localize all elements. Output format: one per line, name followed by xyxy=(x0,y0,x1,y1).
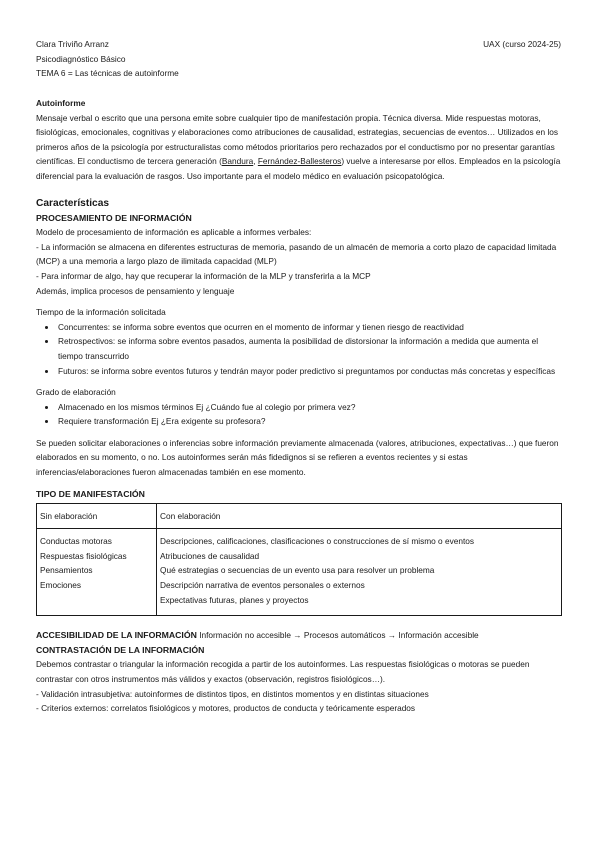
table-item: Emociones xyxy=(40,580,82,591)
contrastacion-line: - Criterios externos: correlatos fisiológicos y motores, productos de conducta y teóricamente esperados xyxy=(36,703,416,714)
table-item: Descripciones, calificaciones, clasificaciones o construcciones de sí mismo o eventos xyxy=(160,536,475,547)
document-header xyxy=(36,37,561,81)
manifestacion-table xyxy=(36,503,562,616)
grado-title: Grado de elaboración xyxy=(36,387,116,398)
reference-fernandez-ballesteros: Fernández-Ballesteros xyxy=(257,156,342,167)
grado-bullet: Requiere transformación Ej ¿Era exigente su profesora? xyxy=(36,414,562,429)
autoinforme-paragraph xyxy=(36,111,562,184)
tiempo-bullet: Futuros: se informa sobre eventos futuros y tendrán mayor poder predictivo si preguntamos por conductas más concretas y específicas xyxy=(36,364,562,379)
reference-separator: , xyxy=(253,156,258,167)
autoinforme-text-2: ) vuelve a interesarse por ellos. Empleados en la psicología diferencial para la evaluación de rasgos. Uso importante para el modelo médico en evaluación psicopatológica. xyxy=(36,156,561,181)
table-header-con-elaboracion: Con elaboración xyxy=(157,504,562,529)
topic-label: TEMA 6 = Las técnicas de autoinforme xyxy=(36,68,179,79)
table-header-row xyxy=(37,504,562,529)
contrastacion-line: Debemos contrastar o triangular la información recogida a partir de los autoinformes. Las respuestas fisiológicas o motoras se pueden contrastar con otros instrumentos más válidos y exactos (observación, registros fisiológicos…). xyxy=(36,659,530,684)
table-row xyxy=(37,529,562,616)
procesamiento-line: Modelo de procesamiento de información es aplicable a informes verbales: xyxy=(36,227,312,238)
procesamiento-line: Además, implica procesos de pensamiento y lenguaje xyxy=(36,285,235,296)
tiempo-title: Tiempo de la información solicitada xyxy=(36,307,166,318)
table-item: Respuestas fisiológicas xyxy=(40,550,127,561)
tiempo-bullet: Retrospectivos: se informa sobre eventos pasados, aumenta la posibilidad de distorsionar la información a medida que aumenta el tiempo transcurrido xyxy=(36,334,562,363)
grado-bullet: Almacenado en los mismos términos Ej ¿Cuándo fue al colegio por primera vez? xyxy=(36,400,562,415)
subsection-title-tipo: TIPO DE MANIFESTACIÓN xyxy=(36,488,145,499)
section-title-autoinforme: Autoinforme xyxy=(36,98,86,108)
accesibilidad-line xyxy=(36,628,562,643)
subsection-title-accesibilidad: ACCESIBILIDAD DE LA INFORMACIÓN xyxy=(36,630,197,641)
subject-label: Psicodiagnóstico Básico xyxy=(36,53,126,64)
grado-paragraph: Se pueden solicitar elaboraciones o inferencias sobre información previamente almacenada (valores, atribuciones, expectativas…) que fueron elaborados en su momento, o no. Los autoinformes serán más fidedignos si se refieren a eventos recientes y si estas inferencias/elaboraciones fueron almacenadas también en ese momento. xyxy=(36,437,559,478)
subsection-title-procesamiento: PROCESAMIENTO DE INFORMACIÓN xyxy=(36,212,192,223)
procesamiento-line: - Para informar de algo, hay que recuperar la información de la MLP y transferirla a la MCP xyxy=(36,270,371,281)
procesamiento-line: - La información se almacena en diferentes estructuras de memoria, pasando de un almacén de memoria a corto plazo de capacidad limitada (MCP) a una memoria a largo plazo de ilimitada capacidad (MLP) xyxy=(36,241,557,267)
section-title-caracteristicas: Características xyxy=(36,197,110,209)
table-item: Qué estrategias o secuencias de un evento usa para resolver un problema xyxy=(160,565,435,576)
tiempo-bullet: Concurrentes: se informa sobre eventos que ocurren en el momento de informar y tienen riesgo de reactividad xyxy=(36,320,562,335)
author-name: Clara Triviño Arranz xyxy=(36,39,109,49)
table-cell-con-elaboracion xyxy=(157,529,562,616)
accesibilidad-text: Información no accesible → Procesos automáticos → Información accesible xyxy=(196,630,479,641)
subsection-title-contrastacion: CONTRASTACIÓN DE LA INFORMACIÓN xyxy=(36,644,205,655)
table-item: Descripción narrativa de eventos personales o externos xyxy=(160,580,365,591)
contrastacion-line: - Validación intrasubjetiva: autoinformes de distintos tipos, en distintos momentos y en distintas situaciones xyxy=(36,688,429,699)
autoinforme-text-1: Mensaje verbal o escrito que una persona emite sobre cualquier tipo de manifestación propia. Técnica diversa. Mide respuestas motoras, fisiológicas, emocionales, cognitivas y elaboraciones como atribuciones de causalidad, estrategias, secuencias de eventos… Utilizados en los primeros años de la psicología por estructuralistas como métodos prioritarios pero rechazados por el conductismo por no presentar garantías científicas. El conductismo de tercera generación ( xyxy=(36,112,559,167)
course-label: UAX (curso 2024-25) xyxy=(483,39,561,49)
table-item: Pensamientos xyxy=(40,565,93,576)
table-item: Atribuciones de causalidad xyxy=(160,550,260,561)
header-row xyxy=(36,37,561,52)
table-item: Expectativas futuras, planes y proyectos xyxy=(160,594,309,605)
table-cell-sin-elaboracion xyxy=(37,529,157,616)
reference-bandura: Bandura xyxy=(221,156,254,167)
table-item: Conductas motoras xyxy=(40,536,112,547)
document-body xyxy=(36,96,562,716)
table-header-sin-elaboracion: Sin elaboración xyxy=(37,504,157,529)
